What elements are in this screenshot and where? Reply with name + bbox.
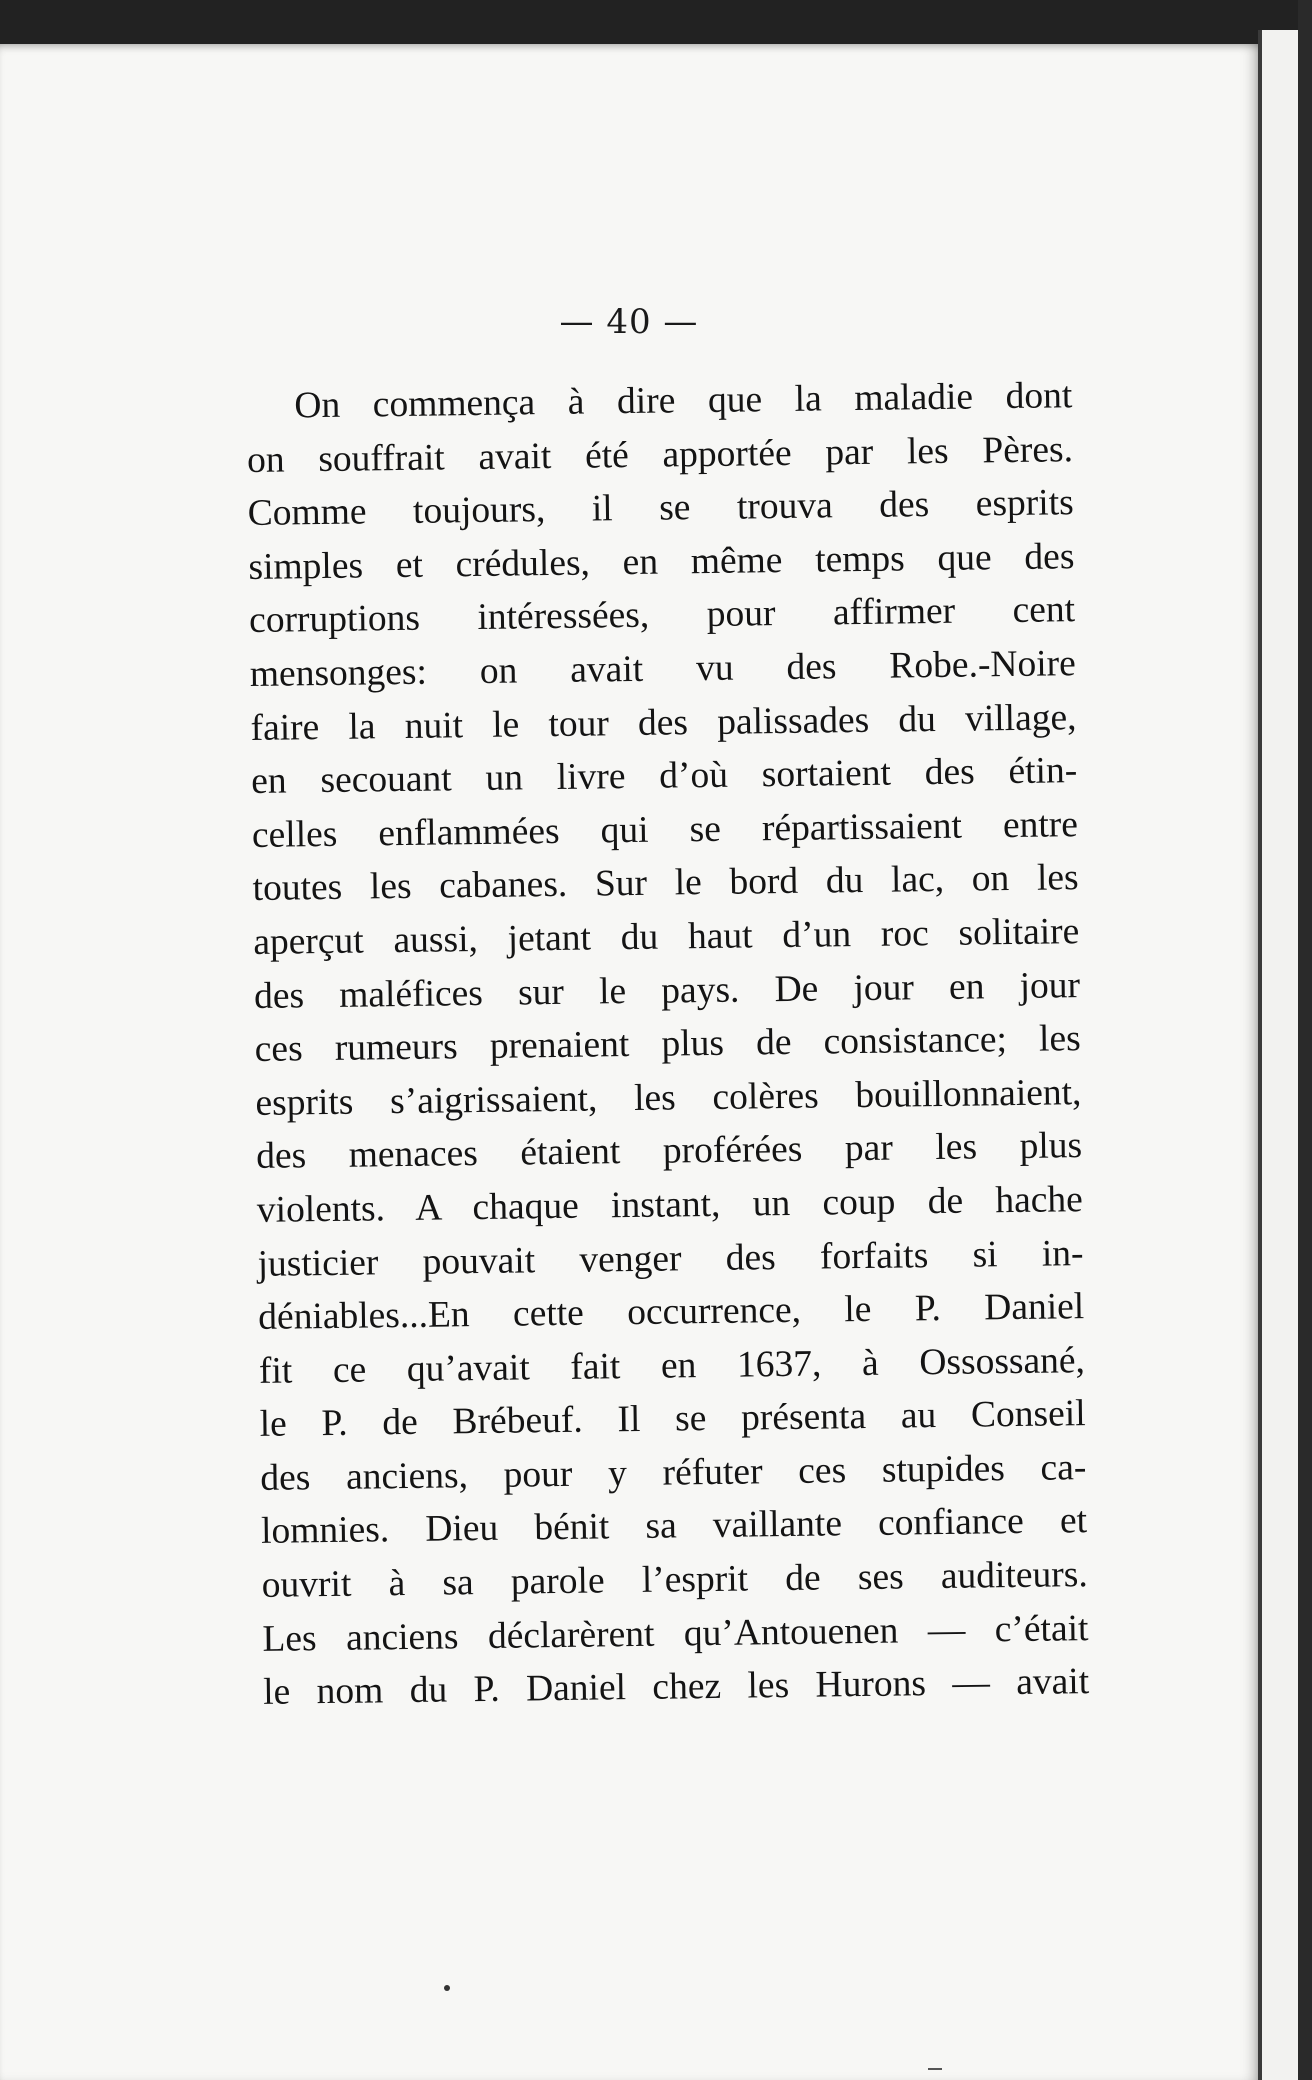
text-line: ces rumeurs prenaient plus de consistance; les	[254, 1018, 1081, 1071]
text-line: lomnies. Dieu bénit sa vaillante confiance et	[260, 1500, 1088, 1553]
text-line: celles enflammées qui se répartissaient entre	[251, 803, 1079, 856]
ink-speck	[444, 1985, 450, 1991]
text-line: fit ce qu’avait fait en 1637, à Ossossané,	[258, 1339, 1086, 1392]
facing-page-edge	[1258, 30, 1302, 2080]
scan-top-border	[0, 0, 1312, 44]
text-line: des menaces étaient proférées par les plus	[255, 1125, 1083, 1178]
text-line: des anciens, pour y réfuter ces stupides ca-	[260, 1446, 1087, 1499]
body-text	[246, 369, 1089, 1720]
text-line: des maléfices sur le pays. De jour en jour	[253, 964, 1081, 1017]
scan-right-border	[1298, 0, 1312, 2080]
text-line: en secouant un livre d’où sortaient des étin-	[250, 750, 1078, 803]
text-line: Comme toujours, il se trouva des esprits	[247, 482, 1074, 535]
page-number: — 40 —	[559, 302, 699, 342]
text-line: esprits s’aigrissaient, les colères bouillonnaient,	[255, 1071, 1082, 1124]
text-line: On commença à dire que la maladie dont	[294, 375, 1073, 427]
text-line: ouvrit à sa parole l’esprit de ses auditeurs.	[261, 1554, 1088, 1606]
text-line: faire la nuit le tour des palissades du village,	[250, 696, 1077, 749]
text-line: Les anciens déclarèrent qu’Antouenen — c’était	[262, 1607, 1089, 1660]
text-line: le P. de Brébeuf. Il se présenta au Conseil	[259, 1393, 1086, 1446]
text-line: simples et crédules, en même temps que des	[248, 535, 1075, 588]
text-line: déniables...En cette occurrence, le P. Daniel	[258, 1286, 1085, 1339]
text-line: aperçut aussi, jetant du haut d’un roc solitaire	[253, 911, 1080, 963]
text-line: violents. A chaque instant, un coup de hache	[256, 1179, 1084, 1231]
text-line: toutes les cabanes. Sur le bord du lac, on les	[252, 857, 1079, 910]
text-line: justicier pouvait venger des forfaits si in-	[257, 1232, 1084, 1285]
text-line: on souffrait avait été apportée par les Pères.	[246, 428, 1074, 481]
text-line: corruptions intéressées, pour affirmer cent	[248, 589, 1076, 642]
text-line: le nom du P. Daniel chez les Hurons — avait	[262, 1661, 1090, 1714]
ink-mark	[928, 2068, 942, 2070]
text-line: mensonges: on avait vu des Robe.-Noire	[249, 643, 1077, 695]
